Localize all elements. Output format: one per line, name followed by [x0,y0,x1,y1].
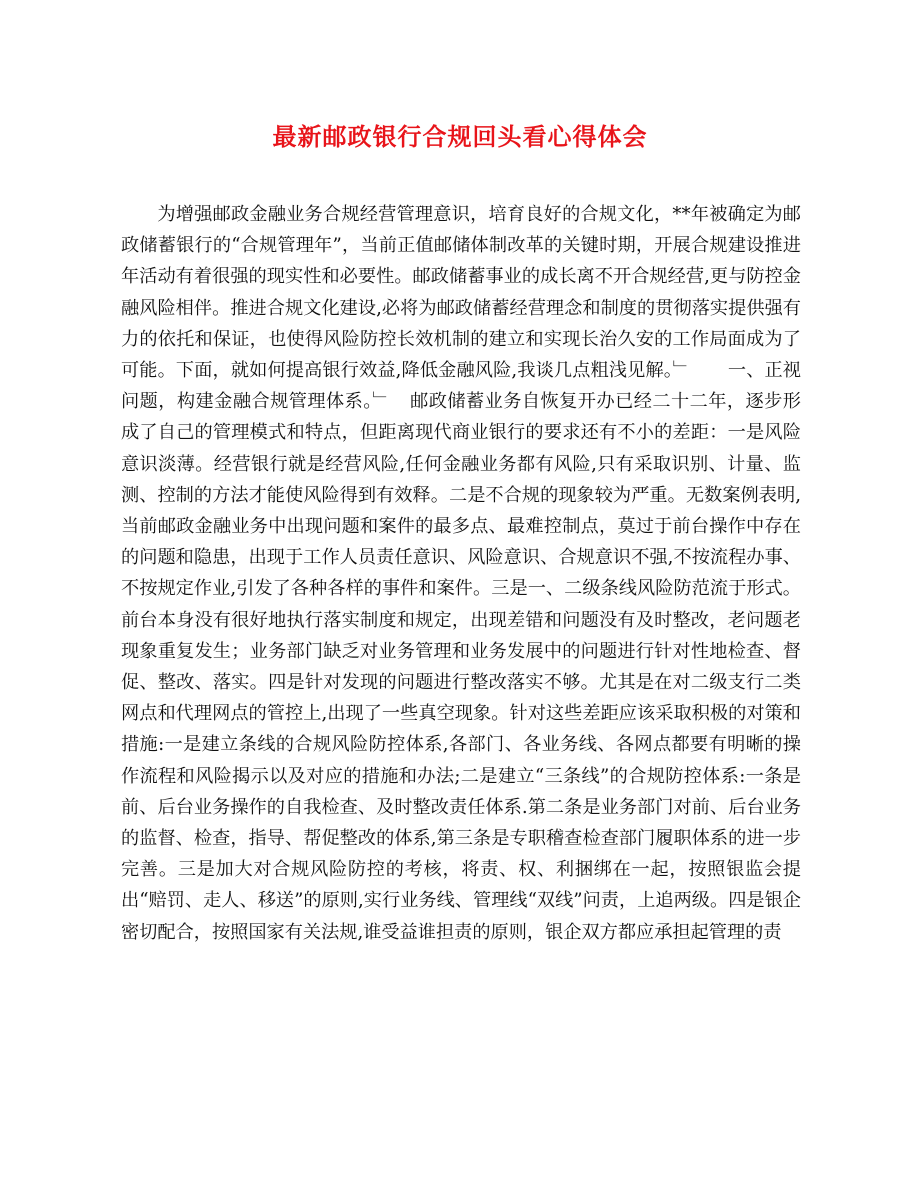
document-body [121,199,801,948]
body-paragraph: 为增强邮政金融业务合规经营管理意识，培育良好的合规文化，**年被确定为邮政储蓄银行的“合规管理年”，当前正值邮储体制改革的关键时期，开展合规建设推进年活动有着很强的现实性和必要性。邮政储蓄事业的成长离不开合规经营,更与防控金融风险相伴。推进合规文化建设,必将为邮政储蓄经营理念和制度的贯彻落实提供强有力的依托和保证，也使得风险防控长效机制的建立和实现长治久安的工作局面成为了可能。下面，就如何提高银行效益,降低金融风险,我谈几点粗浅见解。﹂ 一、正视问题，构建金融合规管理体系。﹂ 邮政储蓄业务自恢复开办已经二十二年，逐步形成了自己的管理模式和特点，但距离现代商业银行的要求还有不小的差距：一是风险意识淡薄。经营银行就是经营风险,任何金融业务都有风险,只有采取识别、计量、监测、控制的方法才能使风险得到有效释。二是不合规的现象较为严重。无数案例表明,当前邮政金融业务中出现问题和案件的最多点、最难控制点，莫过于前台操作中存在的问题和隐患，出现于工作人员责任意识、风险意识、合规意识不强,不按流程办事、不按规定作业,引发了各种各样的事件和案件。三是一、二级条线风险防范流于形式。前台本身没有很好地执行落实制度和规定，出现差错和问题没有及时整改，老问题老现象重复发生；业务部门缺乏对业务管理和业务发展中的问题进行针对性地检查、督促、整改、落实。四是针对发现的问题进行整改落实不够。尤其是在对二级支行二类网点和代理网点的管控上,出现了一些真空现象。针对这些差距应该采取积极的对策和措施:一是建立条线的合规风险防控体系,各部门、各业务线、各网点都要有明晰的操作流程和风险揭示以及对应的措施和办法;二是建立“三条线”的合规防控体系:一条是前、后台业务操作的自我检查、及时整改责任体系.第二条是业务部门对前、后台业务的监督、检查，指导、帮促整改的体系,第三条是专职稽查检查部门履职体系的进一步完善。三是加大对合规风险防控的考核，将责、权、利捆绑在一起，按照银监会提出“赔罚、走人、移送”的原则,实行业务线、管理线“双线”问责，上追两级。四是银企密切配合，按照国家有关法规,谁受益谁担责的原则，银企双方都应承担起管理的责 [121,204,801,943]
document-title: 最新邮政银行合规回头看心得体会 [272,122,648,151]
